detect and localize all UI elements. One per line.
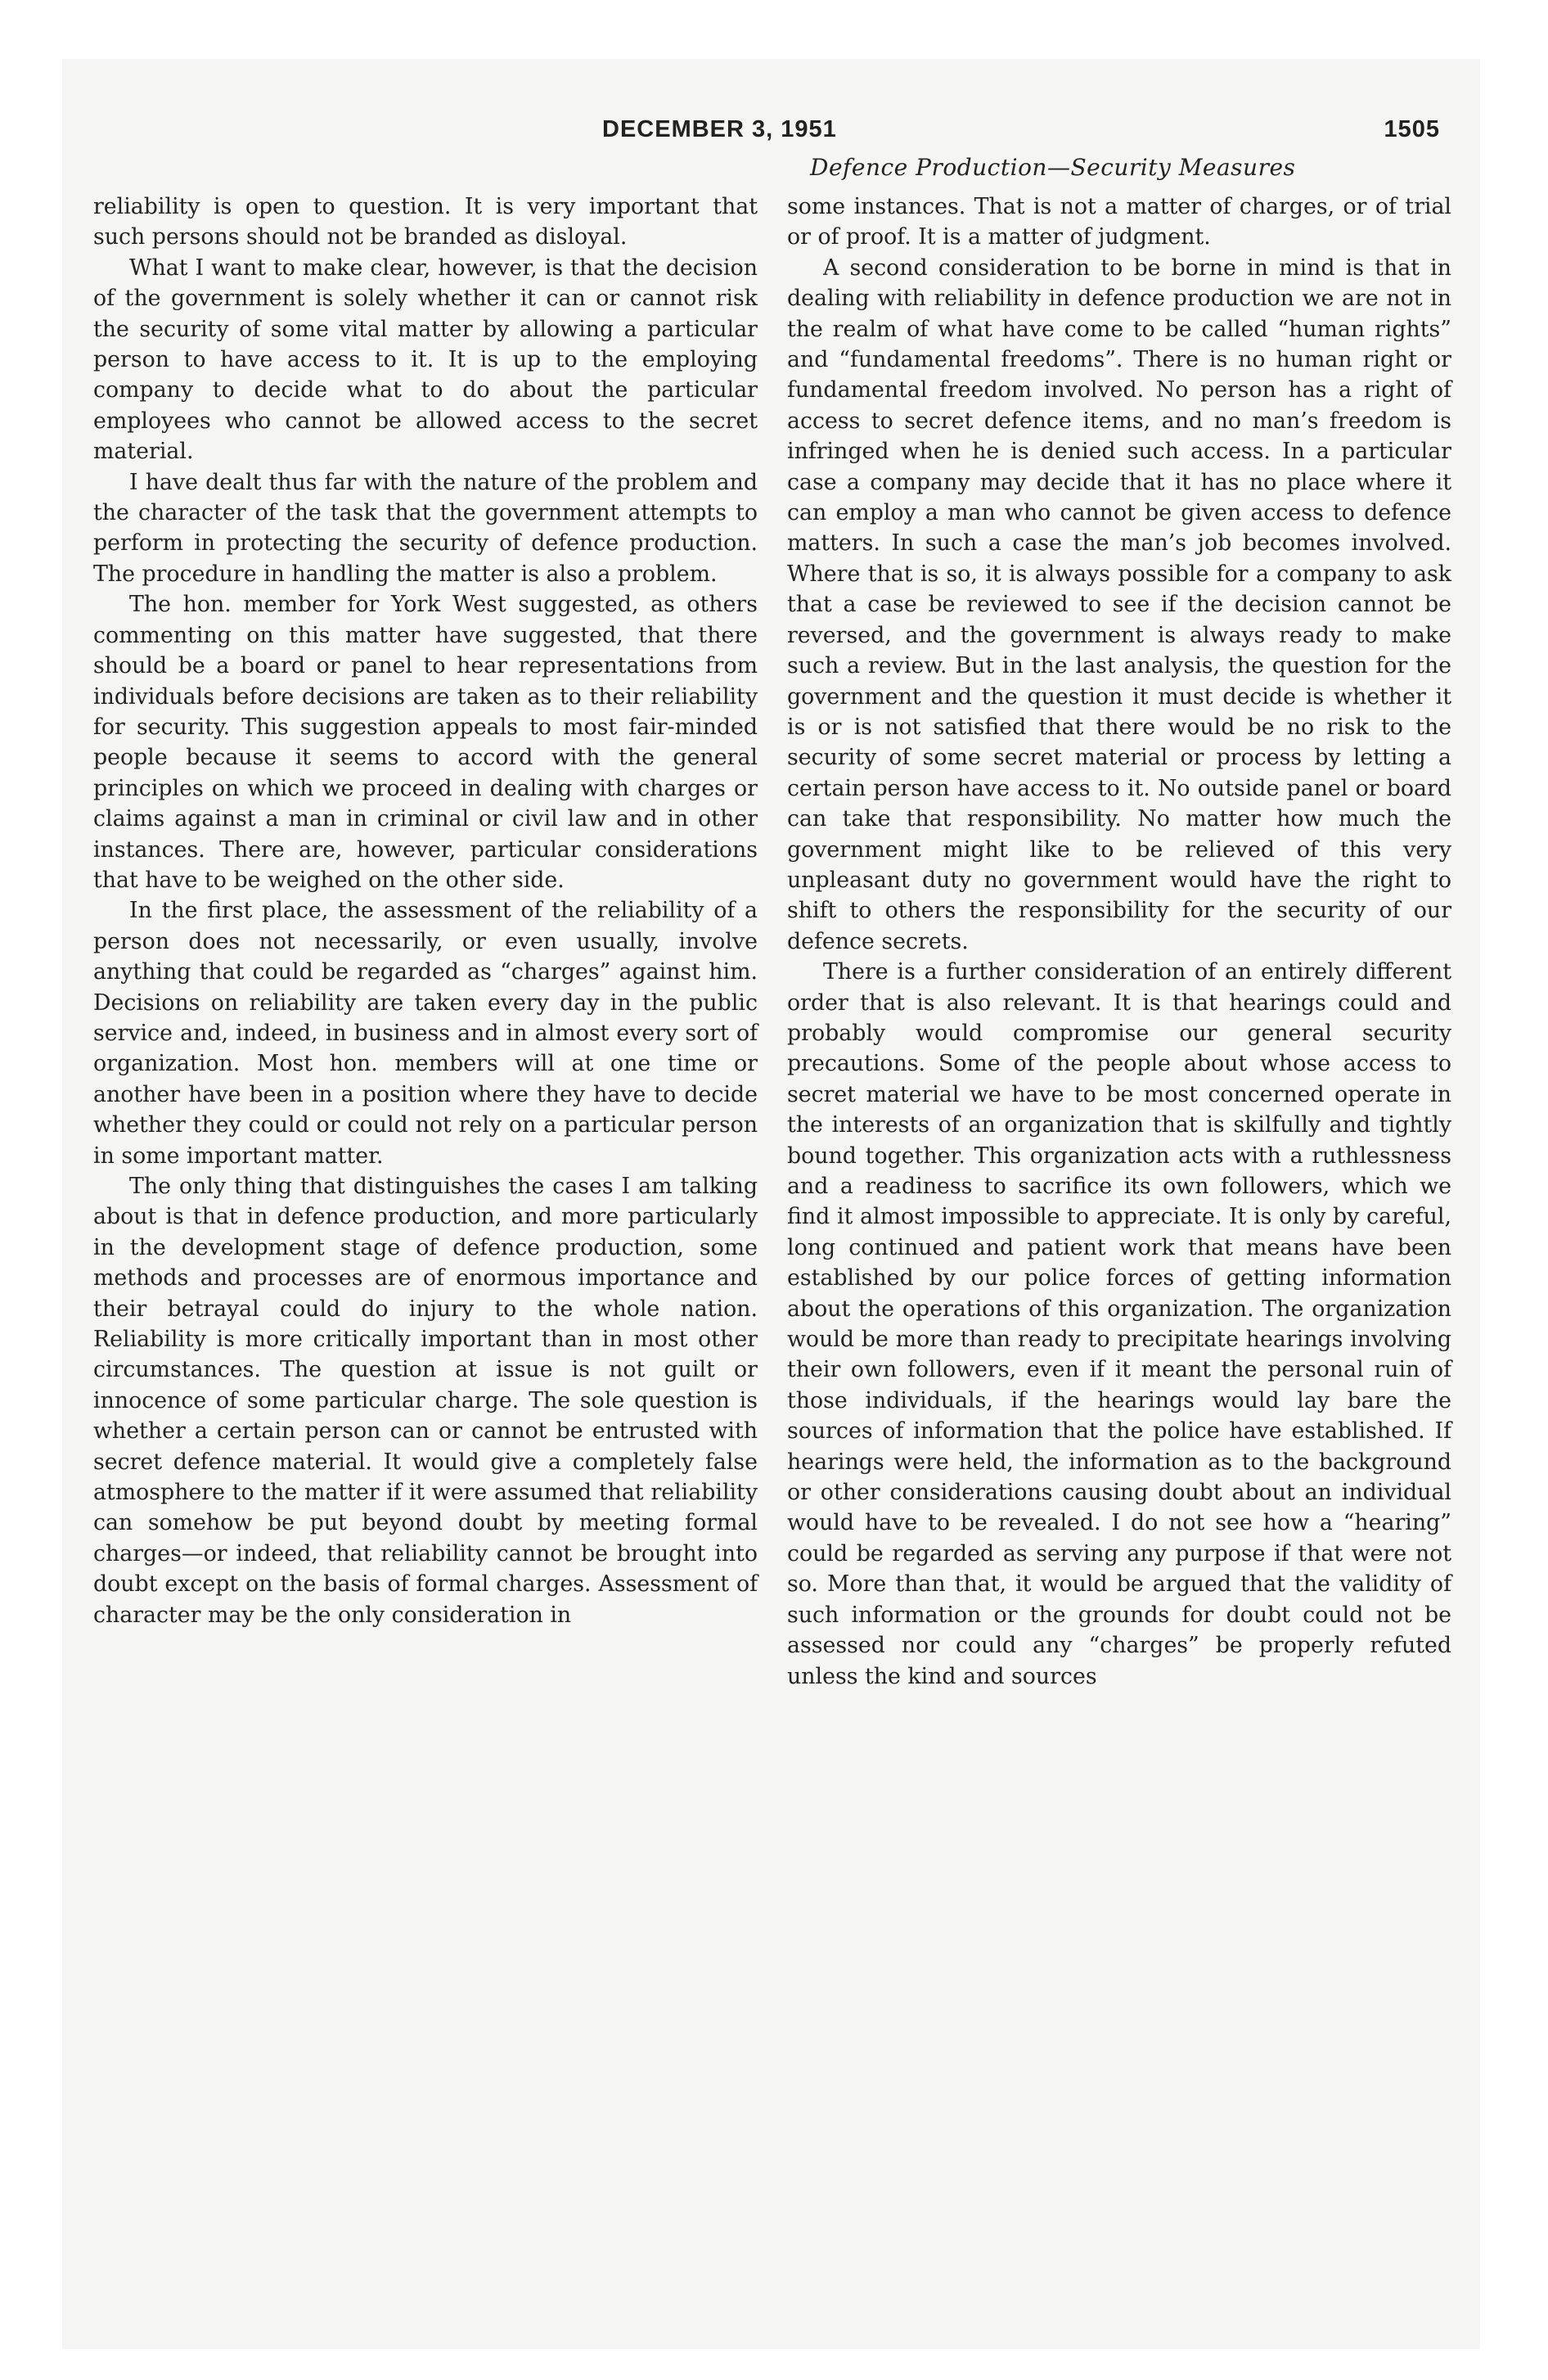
paragraph: The only thing that distinguishes the cases I am talking about is that in defence production, and more particularly in the development stage of defence production, some methods and processes are of enormous importance and their betrayal could do injury to the whole nation. Reliability is more critically important than in most other circumstances. The question at issue is not guilt or innocence of some particular charge. The sole question is whether a certain person can or cannot be entrusted with secret defence material. It would give a completely false atmosphere to the matter if it were assumed that reliability can somehow be put beyond doubt by meeting formal charges—or indeed, that reliability cannot be brought into doubt except on the basis of formal charges. Assessment of character may be the only consideration in — [93, 1174, 758, 1628]
page-number: 1505 — [1384, 116, 1440, 142]
subject-heading: Defence Production—Security Measures — [810, 154, 1296, 181]
paragraph: A second consideration to be borne in mind is that in dealing with reliability in defence production we are not in the realm of what have come to be called “human rights” and “fundamental freedoms”. There is no human right or fundamental freedom involved. No person has a right of access to secret defence items, and no man’s freedom is infringed when he is denied such access. In a particular case a company may decide that it has no place where it can employ a man who cannot be given access to defence matters. In such a case the man’s job becomes involved. Where that is so, it is always possible for a company to ask that a case be reviewed to see if the decision cannot be reversed, and the government is always ready to make such a review. But in the last analysis, the question for the government and the question it must decide is whether it is or is not satisfied that there would be no risk to the security of some secret material or process by letting a certain person have access to it. No outside panel or board can take that responsibility. No matter how much the government might like to be relieved of this very unpleasant duty no government would have the right to shift to others the responsibility for the security of our defence secrets. — [787, 255, 1451, 954]
paragraph: reliability is open to question. It is very important that such persons should not be branded as disloyal. — [93, 194, 758, 250]
running-header — [90, 106, 1448, 149]
paragraph: There is a further consideration of an entirely different order that is also relevant. It is that hearings could and probably would compromise our general security precautions. Some of the people about whose access to secret material we have to be most concerned operate in the interests of an organization that is skilfully and tightly bound together. This organization acts with a ruthlessness and a readiness to sacrifice its own followers, which we find it almost impossible to appreciate. It is only by careful, long continued and patient work that means have been established by our police forces of getting information about the operations of this organization. The organization would be more than ready to precipitate hearings involving their own followers, even if it meant the personal ruin of those individuals, if the hearings would lay bare the sources of information that the police have established. If hearings were held, the information as to the background or other considerations causing doubt about an individual would have to be revealed. I do not see how a “hearing” could be regarded as serving any purpose if that were not so. More than that, it would be argued that the validity of such information or the grounds for doubt could not be assessed nor could any “charges” be properly refuted unless the kind and sources — [787, 959, 1451, 1689]
header-date: DECEMBER 3, 1951 — [602, 116, 837, 142]
paragraph: What I want to make clear, however, is that the decision of the government is solely whether it can or cannot risk the security of some vital matter by allowing a particular person to have access to it. It is up to the employing company to decide what to do about the particular employees who cannot be allowed access to the secret material. — [93, 255, 758, 465]
paragraph: I have dealt thus far with the nature of the problem and the character of the task that the government attempts to perform in protecting the security of defence production. The procedure in handling the matter is also a problem. — [93, 469, 758, 587]
paragraph: some instances. That is not a matter of charges, or of trial or of proof. It is a matter of judgment. — [787, 194, 1451, 250]
right-column — [787, 192, 1451, 1692]
paragraph: In the first place, the assessment of the reliability of a person does not necessarily, or even usually, involve anything that could be regarded as “charges” against him. Decisions on reliability are taken every day in the public service and, indeed, in business and in almost every sort of organization. Most hon. members will at one time or another have been in a position where they have to decide whether they could or could not rely on a particular person in some important matter. — [93, 898, 758, 1169]
left-column — [93, 192, 758, 1630]
hansard-page — [90, 106, 1451, 2316]
paragraph: The hon. member for York West suggested, as others commenting on this matter have suggested, that there should be a board or panel to hear representations from individuals before decisions are taken as to their reliability for security. This suggestion appeals to most fair-minded people because it seems to accord with the general principles on which we proceed in dealing with charges or claims against a man in criminal or civil law and in other instances. There are, however, particular considerations that have to be weighed on the other side. — [93, 592, 758, 893]
